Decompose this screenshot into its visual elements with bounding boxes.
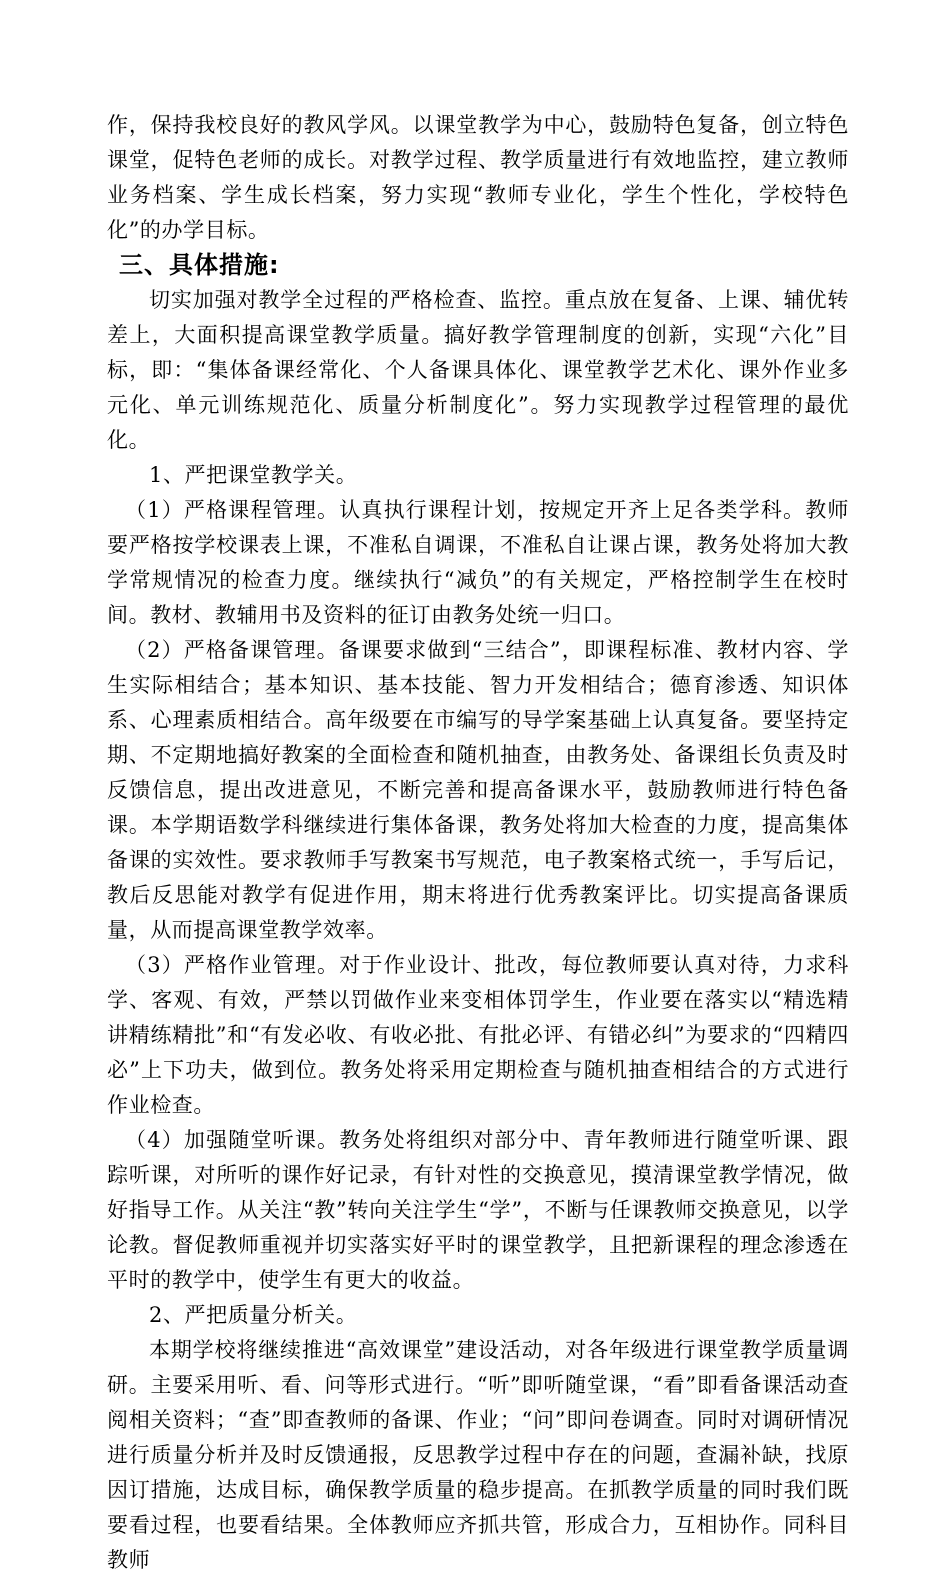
item1-1-paragraph: （1）严格课程管理。认真执行课程计划，按规定开齐上足各类学科。教师要严格按学校课表上课，不准私自调课，不准私自让课占课，教务处将加大教学常规情况的检查力度。继续执行“减负”的有关规定，严格控制学生在校时间。教材、教辅用书及资料的征订由教务处统一归口。: [107, 498, 849, 627]
item2-body-paragraph: 本期学校将继续推进“高效课堂”建设活动，对各年级进行课堂教学质量调研。主要采用听、看、问等形式进行。“听”即听随堂课，“看”即看备课活动查阅相关资料；“查”即查教师的备课、作业；“问”即问卷调查。同时对调研情况进行质量分析并及时反馈通报，反思教学过程中存在的问题，查漏补缺，找原因订措施，达成目标，确保教学质量的稳步提高。在抓教学质量的同时我们既要看过程，也要看结果。全体教师应齐抓共管，形成合力，互相协作。同科目教师: [107, 1338, 849, 1572]
item1-2-paragraph: （2）严格备课管理。备课要求做到“三结合”，即课程标准、教材内容、学生实际相结合；基本知识、基本技能、智力开发相结合；德育渗透、知识体系、心理素质相结合。高年级要在市编写的导学案基础上认真复备。要坚持定期、不定期地搞好教案的全面检查和随机抽查，由教务处、备课组长负责及时反馈信息，提出改进意见，不断完善和提高备课水平，鼓励教师进行特色备课。本学期语数学科继续进行集体备课，教务处将加大检查的力度，提高集体备课的实效性。要求教师手写教案书写规范，电子教案格式统一，手写后记，教后反思能对教学有促进作用，期末将进行优秀教案评比。切实提高备课质量，从而提高课堂教学效率。: [107, 638, 849, 942]
item1-4-paragraph: （4）加强随堂听课。教务处将组织对部分中、青年教师进行随堂听课、跟踪听课，对所听的课作好记录，有针对性的交换意见，摸清课堂教学情况，做好指导工作。从关注“教”转向关注学生“学”，不断与任课教师交换意见，以学论教。督促教师重视并切实落实好平时的课堂教学，且把新课程的理念渗透在平时的教学中，使学生有更大的收益。: [107, 1128, 849, 1292]
item2-title: 2、严把质量分析关。: [149, 1303, 358, 1327]
document-page: [107, 108, 849, 1578]
section-intro-paragraph: 切实加强对教学全过程的严格检查、监控。重点放在复备、上课、辅优转差上，大面积提高课堂教学质量。搞好教学管理制度的创新，实现“六化”目标，即：“集体备课经常化、个人备课具体化、课堂教学艺术化、课外作业多元化、单元训练规范化、质量分析制度化”。努力实现教学过程管理的最优化。: [107, 288, 849, 452]
intro-paragraph: 作，保持我校良好的教风学风。以课堂教学为中心，鼓励特色复备，创立特色课堂，促特色老师的成长。对教学过程、教学质量进行有效地监控，建立教师业务档案、学生成长档案，努力实现“教师专业化，学生个性化，学校特色化”的办学目标。: [107, 113, 849, 242]
item1-title: 1、严把课堂教学关。: [149, 463, 358, 487]
section-heading: 三、具体措施:: [119, 251, 280, 279]
item1-3-paragraph: （3）严格作业管理。对于作业设计、批改，每位教师要认真对待，力求科学、客观、有效，严禁以罚做作业来变相体罚学生，作业要在落实以“精选精讲精练精批”和“有发必收、有收必批、有批必评、有错必纠”为要求的“四精四必”上下功夫，做到位。教务处将采用定期检查与随机抽查相结合的方式进行作业检查。: [107, 953, 849, 1117]
